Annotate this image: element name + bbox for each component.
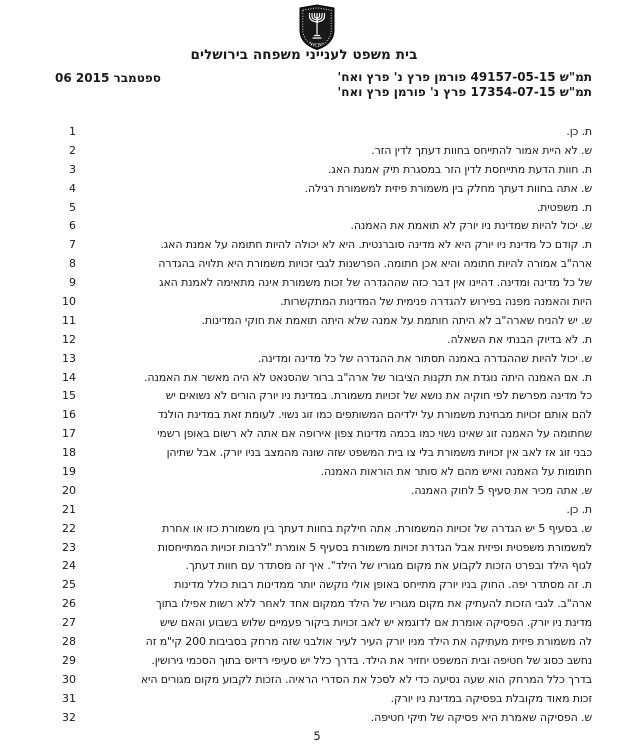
line-text: ש. הפסיקה שאמרת היא פסיקה של תיקי חטיפה. [370, 710, 592, 724]
line-text: לה משמורת פיזית מעתיקה את הילד מניו יורק העיר לעיר אולבני שזה מרחק בסביבות 200 קי"מ זה [145, 635, 592, 649]
line-number: 2 [69, 143, 76, 157]
line-text: למשמורת משפטית ופיזית אבל הגדרת זכויות משמורת בסעיף 5 אומרת "לרבות זכויות המתייחסות [157, 540, 592, 554]
page-number: 5 [313, 729, 321, 743]
transcript-line [0, 501, 592, 520]
transcript-line [0, 293, 592, 312]
line-number: 11 [62, 313, 76, 327]
line-text: ש. לא היית אמור להתייחס בחוות דעתך לדין הזר. [371, 143, 592, 157]
transcript-line [0, 690, 592, 709]
line-text: ת. קודם כל מדינת ניו יורק היא לא מדינה סוברנטית. היא לא יכולה להיות חתומה על אמנת האג. [160, 238, 592, 252]
line-text: זכות מאוד מקובלת בפסיקה במדינת ניו יורק. [390, 691, 592, 705]
transcript-line [0, 199, 592, 218]
line-text: חתומות על האמנה ואיש מהם לא סותר את הוראות האמנה. [320, 465, 592, 479]
court-name: בית משפט לענייני משפחה בירושלים [190, 47, 418, 63]
line-number: 10 [62, 295, 76, 309]
line-number: 3 [69, 162, 76, 176]
line-number: 13 [62, 351, 76, 365]
transcript-line [0, 274, 592, 293]
transcript-line [0, 142, 592, 161]
line-number: 31 [62, 691, 76, 705]
line-number: 20 [62, 483, 76, 497]
line-number: 8 [69, 257, 76, 271]
transcript-line [0, 331, 592, 350]
line-number: 18 [62, 446, 76, 460]
transcript-line [0, 406, 592, 425]
transcript-line [0, 709, 592, 728]
line-text: ת. כן. [566, 502, 592, 516]
line-number: 4 [69, 181, 76, 195]
line-number: 6 [69, 219, 76, 233]
line-number: 7 [69, 238, 76, 252]
transcript-line [0, 633, 592, 652]
line-text: ת. אם האמנה היתה נוגדת את תקנות הציבור של ארה"ב ברור שהסנאט לא היה מאשר את האמנה. [144, 370, 592, 384]
line-number: 26 [62, 597, 76, 611]
transcript-line [0, 539, 592, 558]
line-text: שחתומה על האמנה זוג שאינו נשוי כמו בכמה מדינות צפון אירופה אם אתה לא רשום באופן רשמי [157, 427, 592, 441]
hearing-date: 06 ספטמבר 2015 [55, 71, 161, 85]
line-number: 17 [62, 427, 76, 441]
transcript-line [0, 255, 592, 274]
line-text: כל מדינה מפרשת לפי חוקיה את נושא של זכויות משמורת. במדינת ניו יורק הורים לא נשואים יש [165, 389, 592, 403]
line-text: ארה"ב אמורה להיות חתומה והיא אכן חתומה. הפרשנות לגבי זכויות משמורת היא תלויה בהגדרה [158, 257, 592, 271]
header-meta [0, 70, 592, 104]
line-text: בדרך כלל המרחק הוא שעה נסיעה כדי לא לסכל את הסדרי הראיה. הזכות לקבוע מקום מגורים היא [140, 672, 592, 686]
transcript-body [0, 123, 592, 728]
transcript-line [0, 350, 592, 369]
line-number: 21 [62, 502, 76, 516]
line-text: ארה"ב. לגבי הזכות להעתיק את מקום מגוריו של הילד ממקום אחד לאחר ללא רשות אפילו בתוך [155, 597, 592, 611]
transcript-line [0, 123, 592, 142]
line-text: ת. לא בדיוק הבנתי את השאלה. [447, 332, 592, 346]
line-number: 19 [62, 465, 76, 479]
line-number: 29 [62, 653, 76, 667]
line-text: ת. כן. [566, 125, 592, 138]
transcript-line [0, 217, 592, 236]
line-number: 25 [62, 578, 76, 592]
line-text: ת. חוות הדעת מתייחסת לדין הזר במסגרת תיק אמנת האג. [328, 162, 592, 176]
line-number: 12 [62, 332, 76, 346]
line-number: 15 [62, 389, 76, 403]
line-text: ש. אתה מכיר את סעיף 5 לחוק האמנה. [411, 483, 592, 497]
transcript-line [0, 557, 592, 576]
transcript-line [0, 387, 592, 406]
transcript-line [0, 463, 592, 482]
line-number: 28 [62, 635, 76, 649]
transcript-line [0, 369, 592, 388]
line-text: לגוף הילד ובפרט הזכות לקבוע את מקום מגוריו של הילד". איך זה מסתדר עם חוות דעתך. [185, 559, 592, 573]
line-number: 14 [62, 370, 76, 384]
transcript-line [0, 520, 592, 539]
line-text: ש. יכול להיות שההגדרה באמנה תסתור את ההגדרה של כל מדינה ומדינה. [257, 351, 592, 365]
line-text: היות והאמנה מפנה בפירוש להגדרה פנימית של המדינות המתקשרות. [280, 295, 592, 309]
transcript-line [0, 236, 592, 255]
case-number-line-2: תמ"ש 17354-07-15 פרץ נ' פורמן פרץ ואח' [337, 84, 592, 99]
line-text: מדינת ניו יורק. הפסיקה אומרת אם לדוגמא יש לאב זכויות ביקור פעמיים שלוש בשבוע והאם שיש [159, 616, 592, 630]
transcript-line [0, 312, 592, 331]
line-number: 23 [62, 540, 76, 554]
transcript-line [0, 444, 592, 463]
israel-state-emblem-icon [297, 4, 337, 50]
line-text: להם אותם זכויות מבחינת משמורת על ילדיהם המשותפים כמו זוג נשוי. לעומת זאת במדינת הולנד [157, 408, 592, 422]
line-number: 24 [62, 559, 76, 573]
line-number: 16 [62, 408, 76, 422]
line-text: ש. יש להניח שארה"ב לא היתה חותמת על אמנה שלא היתה תואמת את חוקי המדינות. [201, 313, 592, 327]
transcript-line [0, 576, 592, 595]
line-text: ש. יכול להיות שמדינת ניו יורק לא תואמת את האמנה. [350, 219, 592, 233]
line-number: 32 [62, 710, 76, 724]
line-text: ת. משפטית. [536, 200, 592, 214]
transcript-line [0, 652, 592, 671]
line-text: ש. אתה בחוות דעתך מחלק בין משמורת פיזית למשמורת רגילה. [304, 181, 592, 195]
line-number: 22 [62, 521, 76, 535]
transcript-line [0, 161, 592, 180]
transcript-line [0, 595, 592, 614]
transcript-line [0, 671, 592, 690]
transcript-line [0, 425, 592, 444]
line-number: 5 [69, 200, 76, 214]
line-number: 27 [62, 616, 76, 630]
svg-text:ישראל: ישראל [310, 41, 324, 48]
line-text: כבני זוג אז לאב אין זכויות משמורת בלי צו בית המשפט שזה שונה מהמצב בניו יורק. אבל שתיהן [166, 446, 592, 460]
transcript-line [0, 482, 592, 501]
line-number: 1 [69, 125, 76, 138]
line-text: ת. זה מסתדר יפה. החוק בניו יורק מתייחס באופן אולי נוקשה יותר ממדינות רבות כולל מדינות [174, 578, 592, 592]
line-text: נחשב כסוג של חטיפה ובית המשפט יחזיר את הילד. בדרך כלל יש סעיפי רדיוס בתוך הסכמי גירושין. [151, 653, 592, 667]
case-number-line-1: תמ"ש 49157-05-15 פורמן פרץ נ' פרץ ואח' [337, 70, 592, 84]
line-number: 9 [69, 276, 76, 290]
line-text: ש. בסעיף 5 יש הגדרה של זכויות המשמורת. אתה חילקת בחוות דעתך בין משמורת כזו או אחרת [162, 521, 592, 535]
transcript-line [0, 180, 592, 199]
transcript-line [0, 614, 592, 633]
line-number: 30 [62, 672, 76, 686]
line-text: של כל מדינה ומדינה. דהיינו אין דבר כזה שההגדרה של זכות משמורת אינה מתאימה לאמנת האג [159, 276, 592, 290]
